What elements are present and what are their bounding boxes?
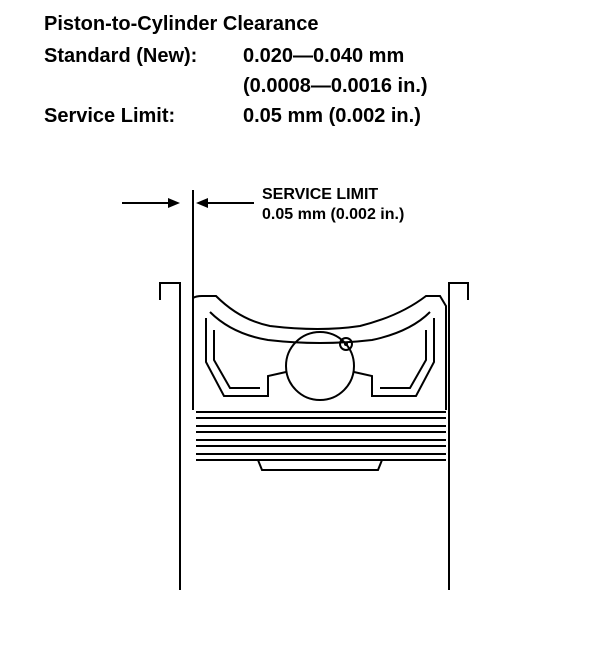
piston-skirt bbox=[258, 460, 382, 470]
cylinder-wall-right bbox=[449, 283, 468, 590]
piston-outline bbox=[193, 296, 446, 410]
pin-lock-dot bbox=[344, 342, 348, 346]
piston-rib-left-inner bbox=[214, 330, 260, 388]
piston-rib-left bbox=[206, 318, 286, 396]
standard-mm-value: 0.020—0.040 mm bbox=[243, 45, 405, 67]
service-limit-label: Service Limit: bbox=[44, 105, 176, 127]
arrow-left-head bbox=[168, 198, 180, 208]
spec-title: Piston-to-Cylinder Clearance bbox=[44, 13, 319, 35]
cylinder-wall-left bbox=[160, 283, 180, 590]
arrow-right-head bbox=[196, 198, 208, 208]
service-limit-value: 0.05 mm (0.002 in.) bbox=[243, 105, 421, 127]
piston-rib-right-inner bbox=[380, 330, 426, 388]
callout-service-limit: SERVICE LIMIT bbox=[262, 186, 379, 203]
callout-service-limit-value: 0.05 mm (0.002 in.) bbox=[262, 206, 405, 223]
standard-label: Standard (New): bbox=[44, 45, 198, 67]
piston-rib-right bbox=[354, 318, 434, 396]
standard-in-value: (0.0008—0.0016 in.) bbox=[243, 75, 428, 97]
